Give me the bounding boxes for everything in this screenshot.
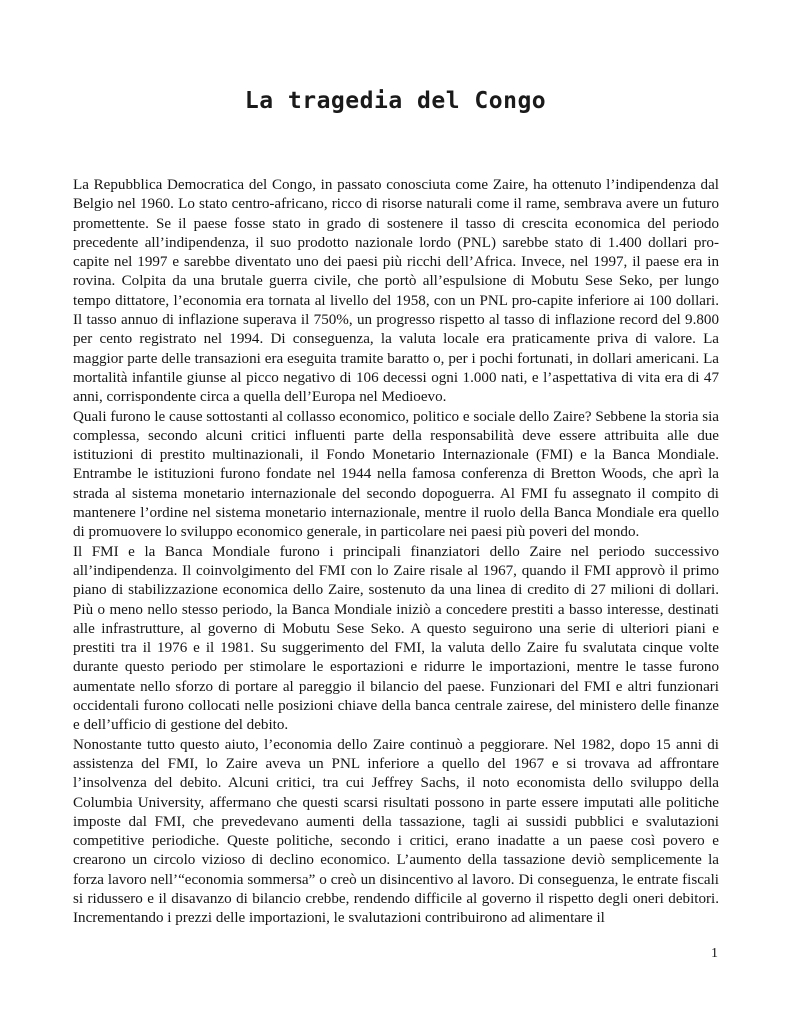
body-text [73, 176, 719, 929]
paragraph-3: Il FMI e la Banca Mondiale furono i principali finanziatori dello Zaire nel periodo successivo all’indipendenza. Il coinvolgimento del FMI con lo Zaire risale al 1967, quando il FMI approvò il primo piano di stabilizzazione economica dello Zaire, sostenuto da una linea di credito di 27 milioni di dollari. Più o meno nello stesso periodo, la Banca Mondiale iniziò a concedere prestiti a basso interesse, destinati alle infrastrutture, al governo di Mobutu Sese Seko. A questo seguirono una serie di ulteriori piani e prestiti tra il 1976 e il 1981. Su suggerimento del FMI, la valuta dello Zaire fu svalutata cinque volte durante questo periodo per stimolare le esportazioni e ridurre le importazioni, mentre le tasse furono aumentate nello sforzo di portare al pareggio il bilancio del paese. Funzionari del FMI e altri funzionari occidentali furono collocati nelle posizioni chiave della banca centrale zairese, del ministero delle finanze e dell’ufficio di gestione del debito. [73, 543, 719, 734]
paragraph-1: La Repubblica Democratica del Congo, in passato conosciuta come Zaire, ha ottenuto l’indipendenza dal Belgio nel 1960. Lo stato centro-africano, ricco di risorse naturali come il rame, sembrava avere un futuro promettente. Se il paese fosse stato in grado di sostenere il tasso di crescita economica del periodo precedente all’indipendenza, il suo prodotto nazionale lordo (PNL) sarebbe stato di 1.400 dollari pro-capite nel 1997 e sarebbe diventato uno dei paesi più ricchi dell’Africa. Invece, nel 1997, il paese era in rovina. Colpita da una brutale guerra civile, che portò all’espulsione di Mobutu Sese Seko, per lungo tempo dittatore, l’economia era tornata al livello del 1958, con un PNL pro-capite inferiore ai 100 dollari. Il tasso annuo di inflazione superava il 750%, un progresso rispetto al tasso di inflazione record del 9.800 per cento registrato nel 1994. Di conseguenza, la valuta locale era praticamente priva di valore. La maggior parte delle transazioni era eseguita tramite baratto o, per i pochi fortunati, in dollari americani. La mortalità infantile giunse al picco negativo di 106 decessi ogni 1.000 nati, e l’aspettativa di vita era di 47 anni, corrispondente circa a quella dell’Europa nel Medioevo. [73, 177, 719, 406]
page-number: 1 [711, 946, 718, 961]
page-title: La tragedia del Congo [244, 88, 547, 114]
paragraph-4: Nonostante tutto questo aiuto, l’economia dello Zaire continuò a peggiorare. Nel 1982, dopo 15 anni di assistenza del FMI, lo Zaire aveva un PNL inferiore a quello del 1967 e si trovava ad affrontare l’insolvenza del debito. Alcuni critici, tra cui Jeffrey Sachs, il noto economista dello sviluppo della Columbia University, affermano che questi scarsi risultati possono in parte essere imputati alle politiche imposte dal FMI, che prevedevano aumenti della tassazione, tagli ai sussidi pubblici e svalutazioni competitive periodiche. Queste politiche, secondo i critici, erano inadatte a un paese così povero e crearono un circolo vizioso di declino economico. L’aumento della tassazione deviò semplicemente la forza lavoro nell’“economia sommersa” o creò un disincentivo al lavoro. Di conseguenza, le entrate fiscali si ridussero e il disavanzo di bilancio crebbe, rendendo difficile al governo il rispetto degli oneri debitori. Incrementando i prezzi delle importazioni, le svalutazioni contribuirono ad alimentare il [73, 736, 719, 927]
paragraph-2: Quali furono le cause sottostanti al collasso economico, politico e sociale dello Zaire? Sebbene la storia sia complessa, secondo alcuni critici influenti parte della responsabilità deve essere attribuita alle due istituzioni di prestito multinazionali, il Fondo Monetario Internazionale (FMI) e la Banca Mondiale. Entrambe le istituzioni furono fondate nel 1944 nella famosa conferenza di Bretton Woods, che aprì la strada al sistema monetario internazionale del secondo dopoguerra. Al FMI fu assegnato il compito di mantenere l’ordine nel sistema monetario internazionale, mentre il ruolo della Banca Mondiale era quello di promuovere lo sviluppo economico generale, in particolare nei paesi più poveri del mondo. [73, 408, 719, 541]
